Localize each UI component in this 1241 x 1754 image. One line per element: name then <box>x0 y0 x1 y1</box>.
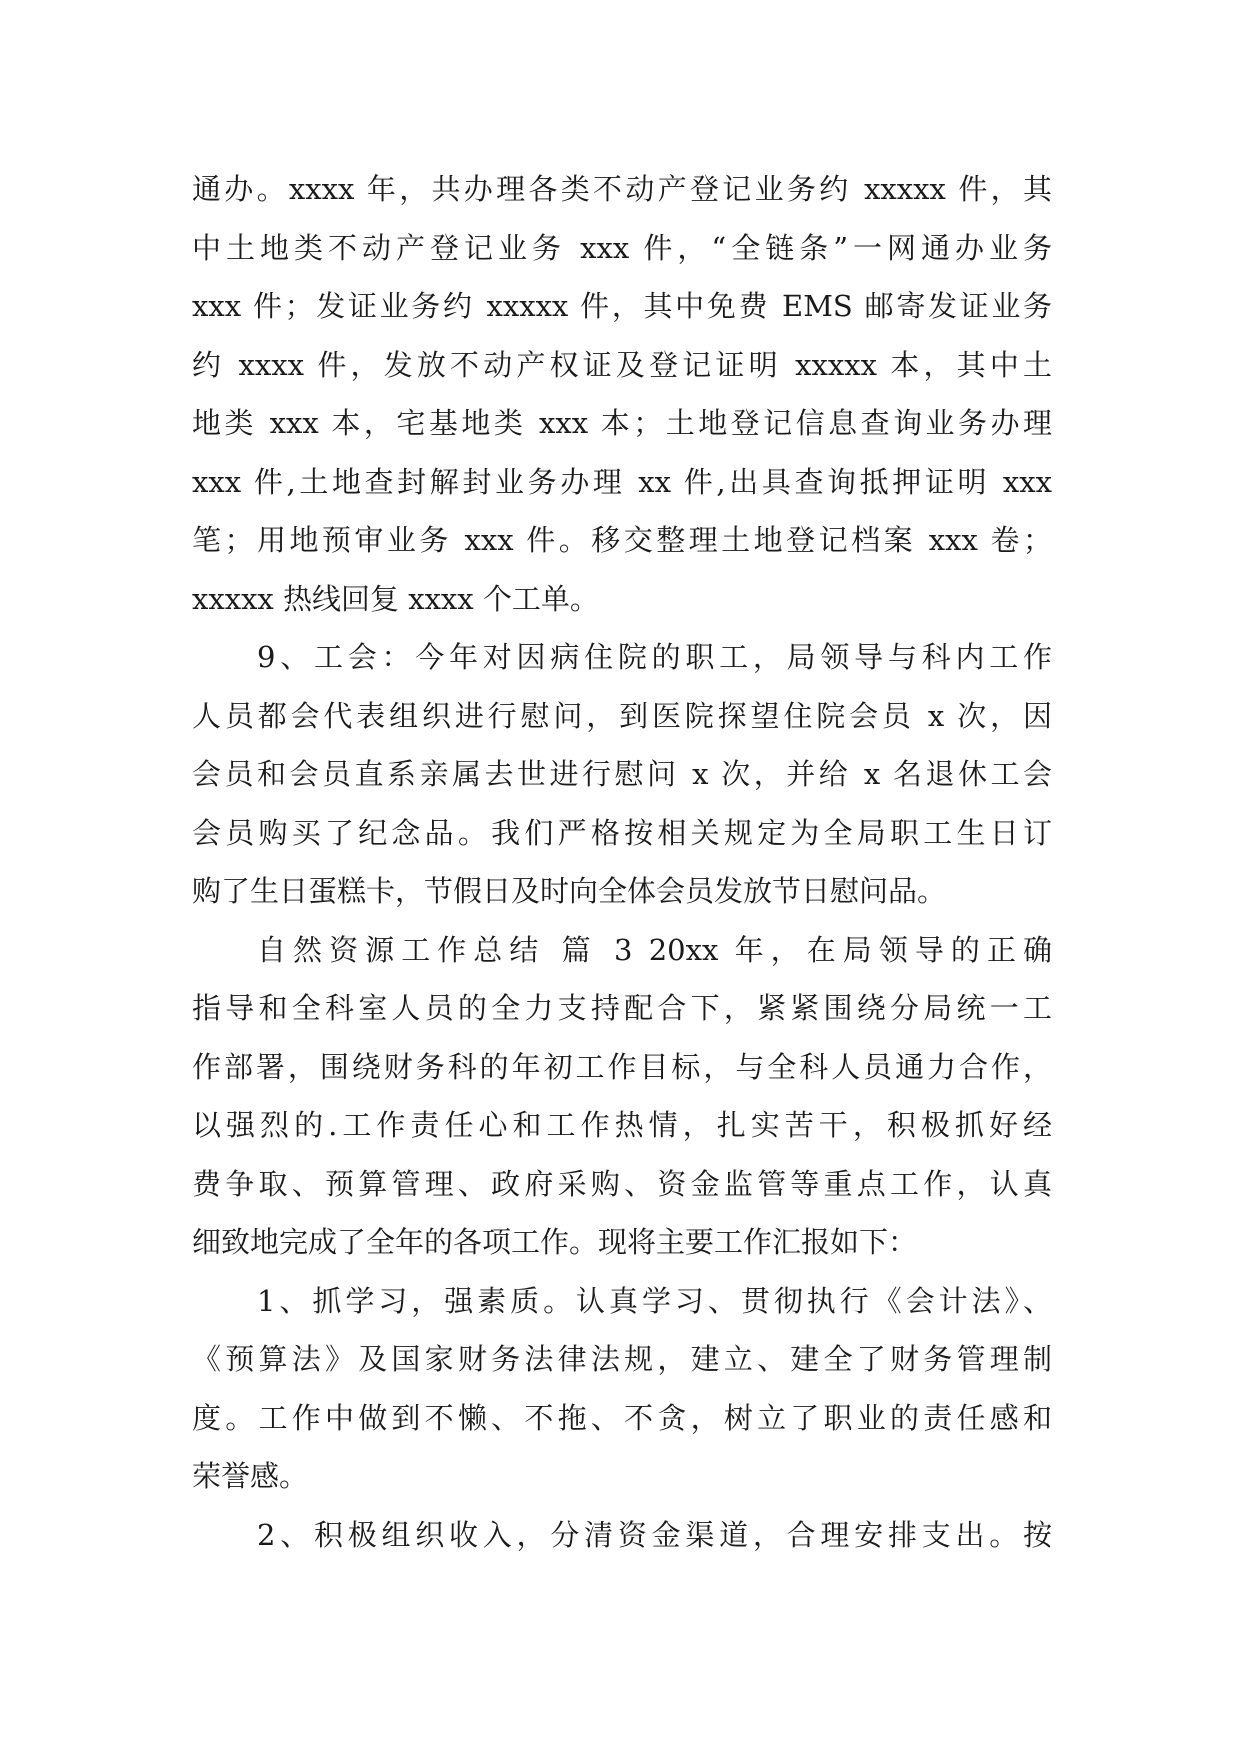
text-line: 购了生日蛋糕卡，节假日及时向全体会员发放节日慰问品。 <box>192 874 947 908</box>
paragraph-first-line: 2、积极组织收入，分清资金渠道，合理安排支出。按 <box>257 1517 1052 1552</box>
text-line: 人员都会代表组织进行慰问，到医院探望住院会员 x 次，因 <box>192 698 1052 733</box>
document-body <box>192 160 1052 1564</box>
paragraph-first-line: 9、工会：今年对因病住院的职工，局领导与科内工作 <box>257 640 1052 674</box>
text-line: 度。工作中做到不懒、不拖、不贪，树立了职业的责任感和 <box>192 1400 1052 1435</box>
text-line: 会员购买了纪念品。我们严格按相关规定为全局职工生日订 <box>192 815 1052 850</box>
text-line: 以强烈的.工作责任心和工作热情，扎实苦干，积极抓好经 <box>192 1108 1052 1142</box>
text-line: 通办。xxxx 年，共办理各类不动产登记业务约 xxxxx 件，其 <box>192 172 1052 206</box>
paragraph-first-line: 1、抓学习，强素质。认真学习、贯彻执行《会计法》、 <box>257 1283 1052 1318</box>
text-line: 细致地完成了全年的各项工作。现将主要工作汇报如下： <box>192 1225 918 1259</box>
text-line: 约 xxxx 件，发放不动产权证及登记证明 xxxxx 本，其中土 <box>192 347 1052 382</box>
text-line: 费争取、预算管理、政府采购、资金监管等重点工作，认真 <box>192 1166 1052 1201</box>
text-line: 指导和全科室人员的全力支持配合下，紧紧围绕分局统一工 <box>192 991 1052 1025</box>
text-line: 《预算法》及国家财务法律法规，建立、建全了财务管理制 <box>192 1342 1052 1376</box>
section-heading-line: 自然资源工作总结 篇 3 20xx 年，在局领导的正确 <box>257 932 1052 967</box>
text-line: xxx 件,土地查封解封业务办理 xx 件,出具查询抵押证明 xxx <box>192 464 1052 499</box>
text-line: xxx 件；发证业务约 xxxxx 件，其中免费 EMS 邮寄发证业务 <box>192 289 1052 323</box>
text-line: 荣誉感。 <box>192 1459 309 1493</box>
text-line: 地类 xxx 本，宅基地类 xxx 本；土地登记信息查询业务办理 <box>192 406 1052 440</box>
text-line: 笔；用地预审业务 xxx 件。移交整理土地登记档案 xxx 卷； <box>192 523 1052 557</box>
text-line: 会员和会员直系亲属去世进行慰问 x 次，并给 x 名退休工会 <box>192 757 1052 791</box>
text-line: xxxxx 热线回复 xxxx 个工单。 <box>192 581 599 616</box>
text-line: 作部署，围绕财务科的年初工作目标，与全科人员通力合作， <box>192 1049 1052 1084</box>
text-line: 中土地类不动产登记业务 xxx 件，“全链条”一网通办业务 <box>192 230 1052 265</box>
